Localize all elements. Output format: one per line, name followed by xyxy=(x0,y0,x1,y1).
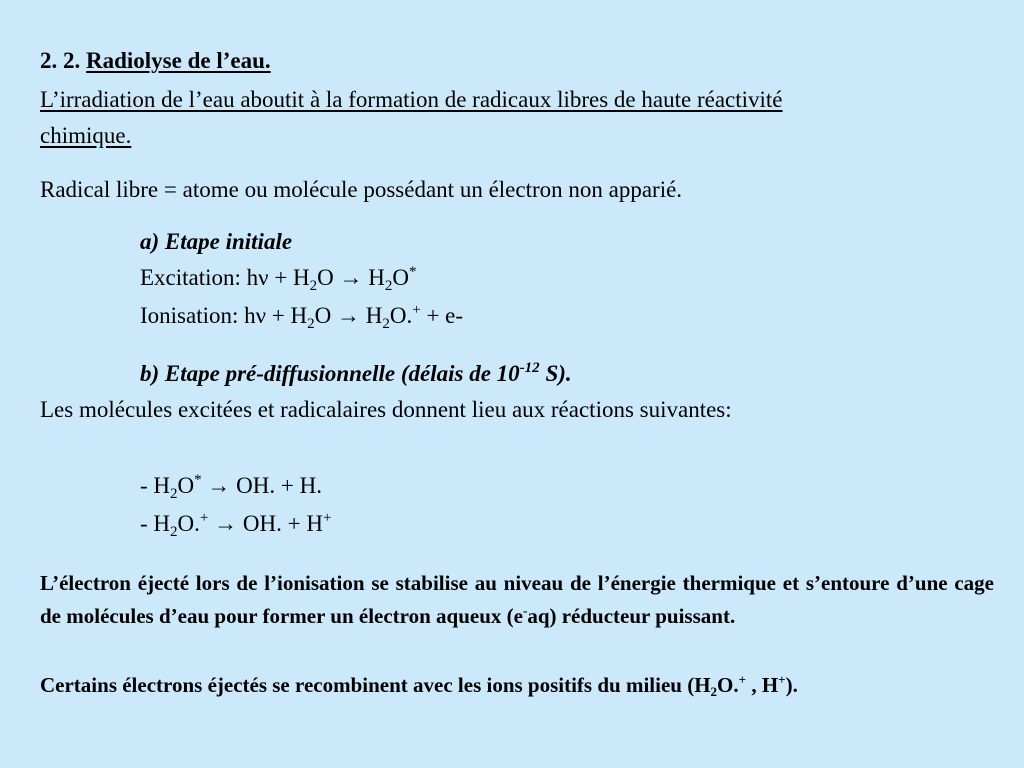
conclusion-paragraph-2: Certains électrons éjectés se recombinent avec les ions positifs du milieu ($H_2O.^+$ , H+). xyxy=(40,672,798,699)
section-heading xyxy=(40,47,271,75)
step-b-heading: b) Etape pré-diffusionnelle (délais de $10^{-12}$ S). xyxy=(140,360,572,386)
intro-line-2: chimique. xyxy=(40,123,132,148)
section-title: Radiolyse de l’eau. xyxy=(86,48,271,73)
radical-definition: Radical libre = atome ou molécule possédant un électron non apparié. xyxy=(40,177,683,202)
conclusion-paragraph-1: L’électron éjecté lors de l’ionisation se stabilise au niveau de l’énergie thermique et s’entoure d’une cage de molécules d’eau pour former un électron aqueux (e-aq) réducteur puissant. xyxy=(40,571,994,628)
step-a-heading: a) Etape initiale xyxy=(140,229,293,254)
section-number: 2. 2. xyxy=(40,48,81,73)
excitation-equation: Excitation: $h\nu + H_2O \to H_2O^*$ xyxy=(140,264,417,294)
reaction-2: - $H_2O.^+$ → OH. + H+ xyxy=(140,510,332,540)
step-b-description: Les molécules excitées et radicalaires donnent lieu aux réactions suivantes: xyxy=(40,397,732,422)
reaction-1: - $H_2O^*$ → OH. + H. xyxy=(140,472,322,502)
intro-line-1: L’irradiation de l’eau aboutit à la formation de radicaux libres de haute réactivité xyxy=(40,87,783,112)
ionisation-equation: Ionisation: $h\nu + H_2O \to H_2O.^+ + e-$ xyxy=(140,302,464,332)
